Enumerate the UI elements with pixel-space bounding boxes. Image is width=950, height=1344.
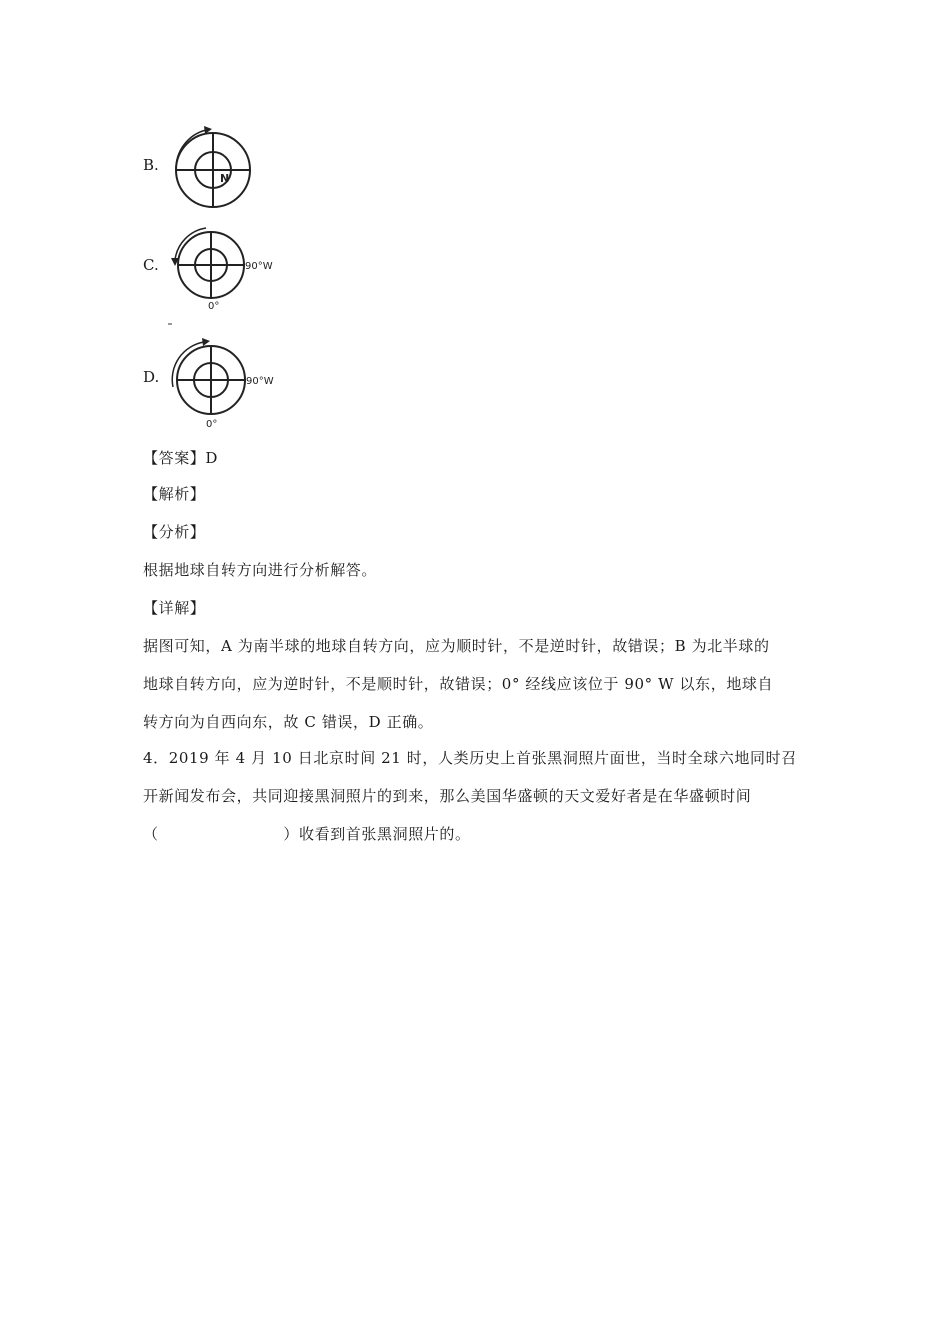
detail-line: 转方向为自西向东，故 C 错误，D 正确。: [143, 713, 434, 731]
stray-mark: [168, 323, 172, 325]
detail-line: 地球自转方向，应为逆时针，不是顺时针，故错误；0° 经线应该位于 90° W 以东，地球自: [143, 675, 774, 693]
option-d-letter: D.: [143, 368, 160, 386]
option-d-globe-figure: [166, 335, 278, 431]
answer-label: 【答案】: [143, 449, 206, 467]
question-line: 4．2019 年 4 月 10 日北京时间 21 时，人类历史上首张黑洞照片面世，当时全球六地同时召: [143, 749, 797, 767]
answer-line: [143, 439, 218, 477]
analysis-heading: 【解析】: [143, 485, 206, 503]
option-b-letter: B.: [143, 156, 159, 174]
option-c-letter: C.: [143, 256, 159, 274]
fenxi-text: 根据地球自转方向进行分析解答。: [143, 561, 378, 579]
arrow-head-icon: [202, 338, 210, 346]
detail-heading: 【详解】: [143, 599, 206, 617]
question-4: [143, 739, 833, 853]
fenxi-heading: 【分析】: [143, 523, 206, 541]
question-line: （ ）收看到首张黑洞照片的。: [143, 825, 471, 843]
answer-value: D: [205, 449, 219, 467]
rotation-arrow-arc: [176, 130, 206, 170]
north-label: N: [220, 172, 230, 185]
longitude-0-label: 0°: [208, 301, 220, 312]
detail-paragraph: [143, 627, 823, 741]
longitude-90w-label: 90°W: [246, 376, 274, 387]
option-b-globe-figure: [168, 122, 258, 214]
longitude-0-label: 0°: [206, 419, 218, 430]
longitude-90w-label: 90°W: [245, 261, 273, 272]
detail-line: 据图可知，A 为南半球的地球自转方向，应为顺时针，不是逆时针，故错误；B 为北半球的: [143, 637, 770, 655]
option-c-globe-figure: [168, 222, 280, 312]
question-line: 开新闻发布会，共同迎接黑洞照片的到来，那么美国华盛顿的天文爱好者是在华盛顿时间: [143, 787, 752, 805]
